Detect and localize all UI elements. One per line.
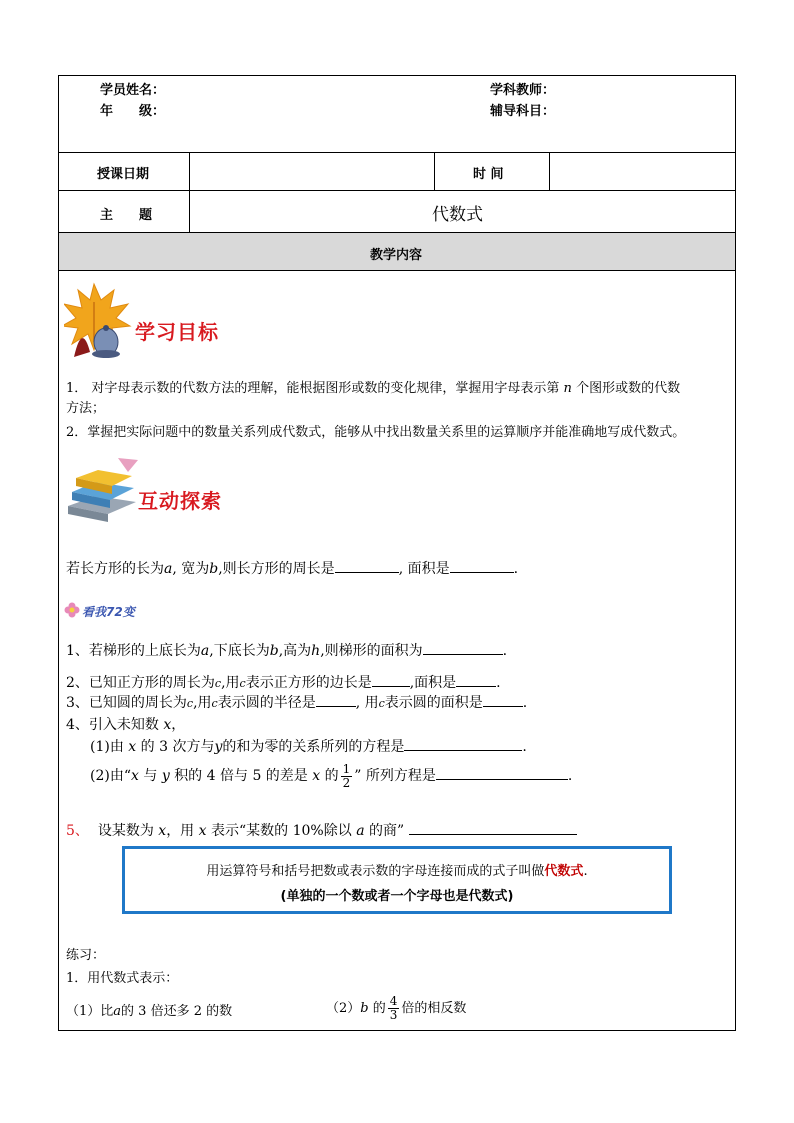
- date-label: 授课日期: [97, 167, 150, 182]
- maple-leaf-bell-icon: [64, 282, 134, 362]
- question-2: 2、已知正方形的周长为c,用c表示正方形的边长是 ,面积是 .: [66, 675, 501, 691]
- kan-label: 看我72变: [82, 605, 135, 619]
- fraction-four-thirds: $\frac{4}{3}$: [389, 994, 398, 1022]
- goals-banner: 学习目标: [135, 320, 219, 344]
- goals-text: [66, 379, 732, 443]
- grade-label: 年 级：: [100, 104, 166, 119]
- subject-label: 辅导科目：: [490, 104, 556, 119]
- answer-blank[interactable]: [450, 560, 514, 573]
- question-4-1: (1)由 x 的 3 次方与y的和为零的关系所列的方程是 .: [90, 739, 527, 755]
- answer-blank[interactable]: [316, 694, 356, 707]
- goal-item-1-cont: 方法；: [66, 401, 106, 416]
- practice-item-1: 1．用代数式表示：: [66, 971, 179, 986]
- content-header: 教学内容: [370, 248, 423, 263]
- question-5: 5、 设某数为 x，用 x 表示“某数的 10%除以 a 的商”: [66, 820, 577, 840]
- question-4-2: (2)由“x 与 y 积的 4 倍与 5 的差是 x 的 $\frac{1}{2}$ ” 所列方程是 .: [90, 761, 573, 790]
- books-icon: [62, 456, 142, 526]
- teacher-label: 学科教师：: [490, 83, 556, 98]
- practice-p2: （2）b 的 $\frac{4}{3}$ 倍的相反数: [326, 994, 467, 1022]
- explore-question: 若长方形的长为a, 宽为b,则长方形的周长是 , 面积是 .: [66, 561, 519, 577]
- definition-line-2: (单独的一个数或者一个字母也是代数式): [280, 889, 514, 904]
- practice-title: 练习：: [66, 948, 106, 963]
- question-3: 3、已知圆的周长为c,用c表示圆的半径是 , 用c表示圆的面积是 .: [66, 695, 528, 711]
- answer-blank[interactable]: [423, 642, 503, 655]
- definition-box: [122, 846, 672, 914]
- definition-line-1: 用运算符号和括号把数或表示数的字母连接而成的式子叫做代数式.: [206, 864, 588, 879]
- practice-p1: （1）比a的 3 倍还多 2 的数: [66, 1004, 233, 1019]
- topic-label: 主 题: [100, 208, 153, 223]
- answer-blank[interactable]: [483, 694, 523, 707]
- explore-banner: 互动探索: [138, 489, 222, 513]
- goal-item-1: 1． 对字母表示数的代数方法的理解，能根据图形或数的变化规律，掌握用字母表示第 n 个图形或数的代数: [66, 381, 681, 396]
- fraction-one-half: $\frac{1}{2}$: [342, 761, 351, 790]
- answer-blank[interactable]: [335, 560, 399, 573]
- topic-value: 代数式: [432, 205, 483, 225]
- flower-icon: [64, 602, 80, 618]
- time-label: 时 间: [473, 167, 504, 182]
- question-4: 4、引入未知数 x，: [66, 717, 186, 733]
- question-1: 1、若梯形的上底长为a,下底长为b,高为h,则梯形的面积为 .: [66, 643, 508, 659]
- answer-blank[interactable]: [404, 738, 522, 751]
- answer-blank[interactable]: [409, 822, 577, 835]
- answer-blank[interactable]: [372, 674, 410, 687]
- goal-item-2: 2．掌握把实际问题中的数量关系列成代数式，能够从中找出数量关系里的运算顺序并能准确地写成代数式。: [66, 425, 686, 440]
- student-name-label: 学员姓名：: [100, 83, 166, 98]
- answer-blank[interactable]: [436, 767, 568, 780]
- answer-blank[interactable]: [456, 674, 496, 687]
